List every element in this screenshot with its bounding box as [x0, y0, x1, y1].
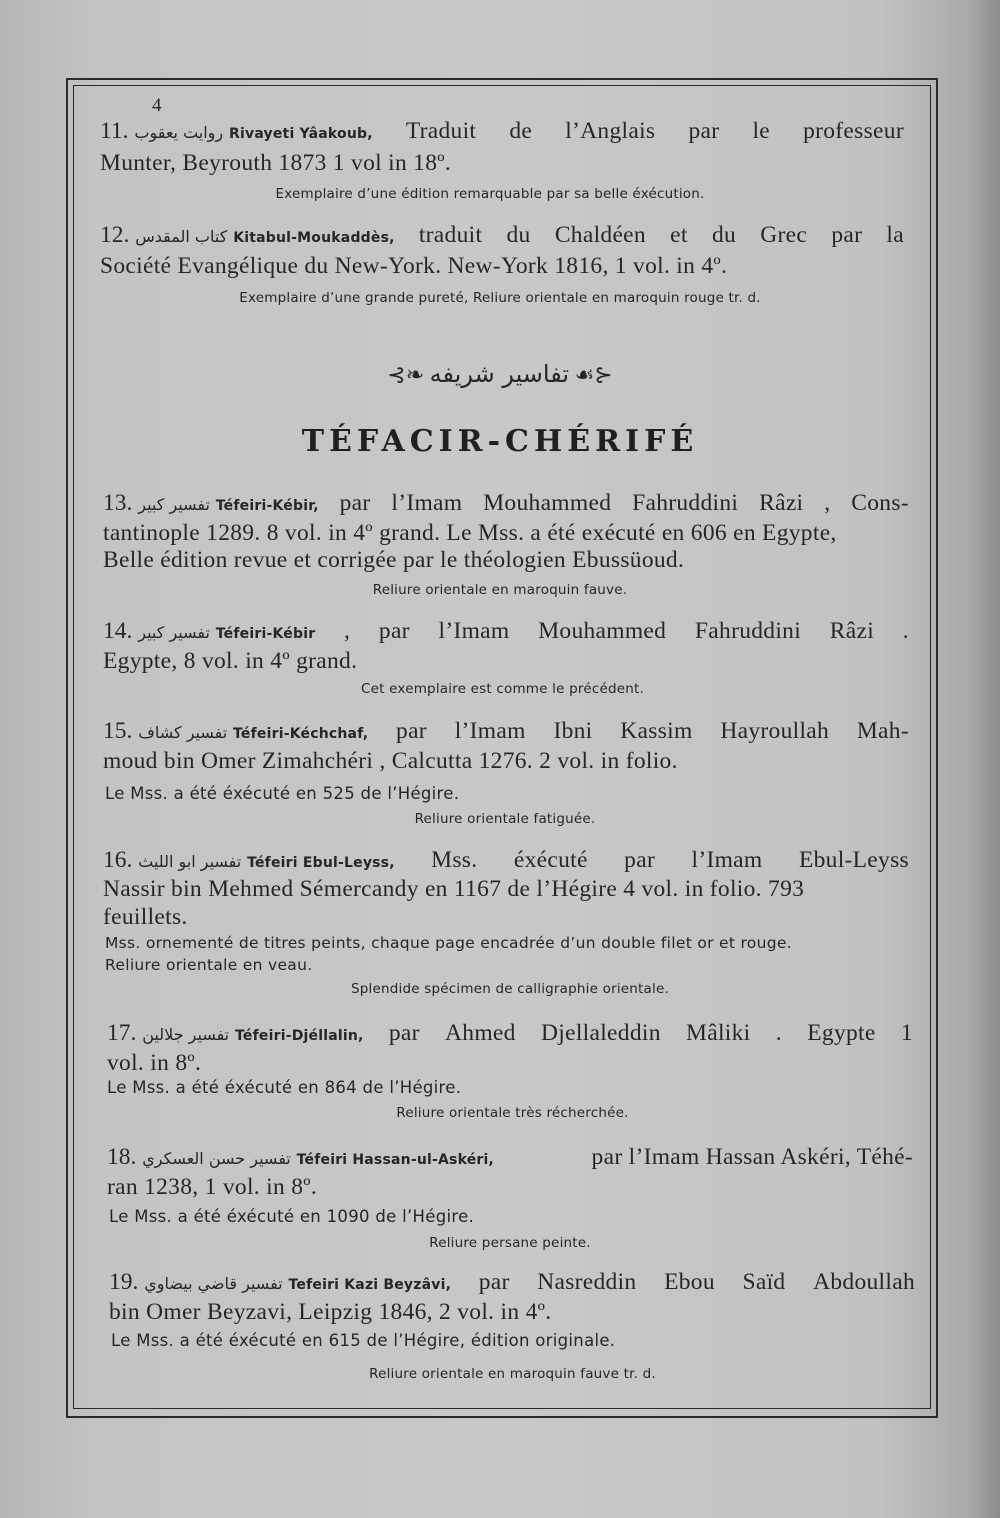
- word: Ahmed: [445, 1020, 516, 1046]
- entry-17-mss: Le Mss. a été éxécuté en 864 de l’Hégire.: [107, 1078, 462, 1097]
- entry-18-mss: Le Mss. a été éxécuté en 1090 de l’Hégire.: [109, 1207, 475, 1226]
- word: du: [711, 222, 737, 248]
- entry-15-line1: [103, 718, 909, 745]
- entry-number: 11.: [100, 118, 129, 144]
- entry-17-line1: [107, 1020, 913, 1047]
- arabic-title: تفسير قاضي بيضاوي: [144, 1274, 283, 1293]
- word: Mouhammed: [483, 490, 612, 516]
- entry-number: 17.: [107, 1020, 137, 1046]
- entry-16-line2: Nassir bin Mehmed Sémercandy en 1167 de l’Hégire 4 vol. in folio. 793: [103, 876, 805, 902]
- arabic-title: تفسير كشاف: [138, 723, 228, 742]
- word: et: [670, 222, 688, 248]
- entry-title: Rivayeti Yâakoub,: [229, 126, 373, 142]
- entry-14-line1: [103, 618, 909, 645]
- word: l’Imam: [391, 490, 463, 516]
- word: .: [902, 618, 909, 644]
- word: professeur: [803, 118, 904, 144]
- entry-title: Téfeiri-Kéchchaf,: [233, 726, 369, 742]
- entry-16-mss: Mss. ornementé de titres peints, chaque page encadrée d’un double filet or et rouge.: [105, 934, 792, 952]
- entry-19-note: Reliure orientale en maroquin fauve tr. d.: [369, 1366, 656, 1382]
- word: Traduit: [405, 118, 477, 144]
- word: Kassim: [620, 718, 693, 744]
- entry-12-note: Exemplaire d’une grande pureté, Reliure orientale en maroquin rouge tr. d.: [239, 290, 761, 306]
- arabic-title: تفسير كبير: [138, 623, 210, 642]
- entry-15-line2: moud bin Omer Zimahchéri , Calcutta 1276. 2 vol. in folio.: [103, 748, 678, 774]
- entry-13-line3: Belle édition revue et corrigée par le théologien Ebussüoud.: [103, 547, 685, 573]
- word: du: [506, 222, 531, 248]
- section-title: TÉFACIR-CHÉRIFÉ: [301, 424, 699, 459]
- word: 1: [900, 1020, 913, 1046]
- entry-title: Tefeiri Kazi Beyzâvi,: [288, 1277, 452, 1293]
- entry-16-mss-binding: Reliure orientale en veau.: [105, 956, 313, 974]
- word: la: [886, 222, 904, 248]
- text: par l’Imam Hassan Askéri, Téhé-: [591, 1144, 913, 1170]
- word: par: [378, 618, 410, 644]
- word: Mah-: [856, 718, 909, 744]
- arabic-title: تفسير كبير: [138, 495, 210, 514]
- entry-18-note: Reliure persane peinte.: [429, 1235, 591, 1251]
- entry-11-line2: Munter, Beyrouth 1873 1 vol in 18º.: [100, 150, 452, 176]
- word: par: [688, 118, 720, 144]
- entry-19-line2: bin Omer Beyzavi, Leipzig 1846, 2 vol. in 4º.: [109, 1299, 552, 1325]
- flourish-left-icon: ⊰❧: [387, 362, 425, 387]
- entry-16-line1: [103, 847, 909, 874]
- arabic-title: كتاب المقدس: [135, 227, 228, 246]
- entry-12-line1: [100, 222, 904, 249]
- entry-14-line2: Egypte, 8 vol. in 4º grand.: [103, 648, 358, 674]
- section-ornament: [0, 360, 1000, 388]
- entry-11-line1: [100, 118, 904, 145]
- entry-14-note: Cet exemplaire est comme le précédent.: [361, 681, 644, 697]
- word: Mâliki: [686, 1020, 751, 1046]
- word: Nasreddin: [537, 1269, 637, 1295]
- entry-title: Téfeiri-Kébir,: [215, 498, 319, 514]
- word: par: [831, 222, 863, 248]
- entry-11-note: Exemplaire d’une édition remarquable par sa belle éxécution.: [275, 186, 705, 202]
- word: .: [775, 1020, 782, 1046]
- entry-title: Téfeiri-Djéllalin,: [235, 1028, 364, 1044]
- word: Mss.: [431, 847, 478, 873]
- word: l’Imam: [454, 718, 526, 744]
- entry-number: 15.: [103, 718, 133, 744]
- arabic-title: تفسير جلالين: [142, 1025, 230, 1044]
- entry-number: 12.: [100, 222, 130, 248]
- entry-18-line1: [107, 1144, 913, 1171]
- entry-number: 14.: [103, 618, 133, 644]
- word: de: [509, 118, 533, 144]
- entry-13-line1: [103, 490, 909, 517]
- page-number: 4: [152, 95, 162, 116]
- word: Ebou: [664, 1269, 715, 1295]
- word: Râzi: [829, 618, 875, 644]
- word: par: [624, 847, 656, 873]
- entry-title: Téfeiri Ebul-Leyss,: [247, 855, 395, 871]
- entry-15-note: Reliure orientale fatiguée.: [414, 811, 596, 827]
- entry-title: Téfeiri Hassan-ul-Askéri,: [296, 1152, 495, 1168]
- word: Chaldéen: [554, 222, 646, 248]
- word: le: [752, 118, 770, 144]
- word: éxécuté: [513, 847, 588, 873]
- word: ,: [824, 490, 831, 516]
- entry-number: 13.: [103, 490, 133, 516]
- word: par: [478, 1269, 510, 1295]
- entry-title: Kitabul-Moukaddès,: [233, 230, 395, 246]
- flourish-right-icon: ☙⊱: [574, 362, 613, 387]
- entry-18-line2: ran 1238, 1 vol. in 8º.: [107, 1174, 318, 1200]
- entry-title: Téfeiri-Kébir: [215, 626, 316, 642]
- entry-16-line3: feuillets.: [103, 904, 188, 930]
- word: l’Imam: [438, 618, 510, 644]
- word: l’Imam: [691, 847, 763, 873]
- entry-19-mss: Le Mss. a été éxécuté en 615 de l’Hégire, édition originale.: [111, 1331, 616, 1350]
- entry-19-line1: [109, 1269, 915, 1296]
- entry-number: 19.: [109, 1269, 139, 1295]
- word: Ebul-Leyss: [798, 847, 909, 873]
- word: Ibni: [553, 718, 593, 744]
- word: Fahruddini: [632, 490, 739, 516]
- word: ,: [344, 618, 351, 644]
- word: Egypte: [807, 1020, 876, 1046]
- entry-number: 16.: [103, 847, 133, 873]
- word: Fahruddini: [694, 618, 802, 644]
- word: par: [339, 490, 371, 516]
- entry-17-note: Reliure orientale très récherchée.: [396, 1105, 629, 1121]
- word: Cons-: [851, 490, 909, 516]
- section-arabic-title: تفاسير شريفه: [429, 360, 570, 388]
- word: traduit: [418, 222, 483, 248]
- arabic-title: تفسير حسن العسكري: [142, 1149, 291, 1168]
- word: Abdoullah: [813, 1269, 915, 1295]
- arabic-title: تفسير ابو الليث: [138, 852, 242, 871]
- entry-12-line2: Société Evangélique du New-York. New-York 1816, 1 vol. in 4º.: [100, 253, 728, 279]
- word: Râzi: [759, 490, 804, 516]
- arabic-title: روايت يعقوب: [134, 123, 224, 142]
- word: l’Anglais: [565, 118, 656, 144]
- entry-13-line2: tantinople 1289. 8 vol. in 4º grand. Le Mss. a été exécuté en 606 en Egypte,: [103, 520, 837, 546]
- word: par: [396, 718, 427, 744]
- word: Saïd: [742, 1269, 786, 1295]
- entry-16-note: Splendide spécimen de calligraphie orientale.: [351, 981, 669, 997]
- entry-13-note: Reliure orientale en maroquin fauve.: [372, 582, 628, 598]
- word: Hayroullah: [720, 718, 830, 744]
- word: Mouhammed: [538, 618, 667, 644]
- entry-15-mss: Le Mss. a été éxécuté en 525 de l’Hégire.: [105, 784, 460, 803]
- entry-number: 18.: [107, 1144, 137, 1170]
- entry-17-line2: vol. in 8º.: [107, 1050, 202, 1076]
- word: par: [388, 1020, 420, 1046]
- word: Djellaleddin: [540, 1020, 661, 1046]
- word: Grec: [760, 222, 808, 248]
